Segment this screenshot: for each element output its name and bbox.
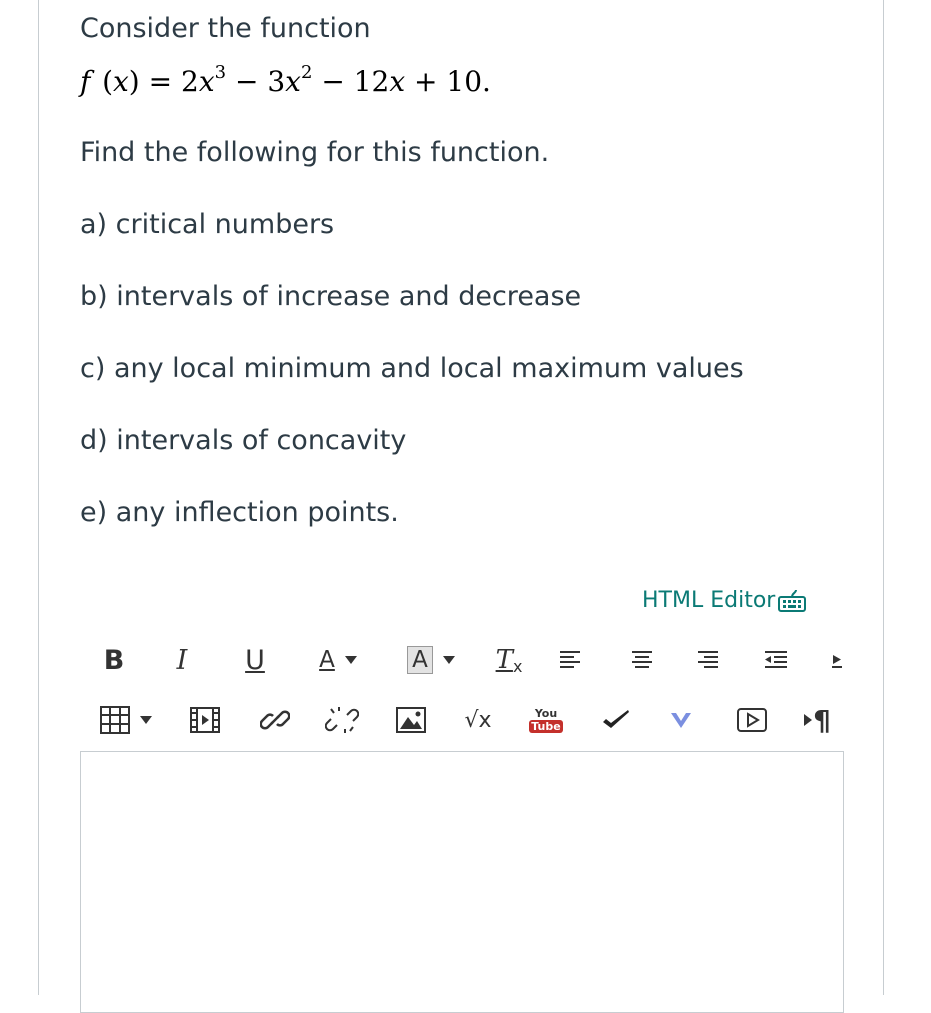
italic-button[interactable] [168,640,196,680]
formula-x: x [113,65,129,98]
bg-color-caret-icon [443,656,455,664]
bg-color-label: A [407,646,433,674]
formula-rhs-start: = 2 [148,65,199,98]
align-right-icon [697,649,719,671]
link-icon [260,705,290,735]
media-button[interactable] [188,700,222,740]
youtube-button[interactable] [528,700,564,740]
media-icon [190,707,220,733]
question-intro: Consider the function [80,13,371,44]
outdent-icon [764,649,788,671]
unlink-icon [325,705,359,735]
pilcrow-label: ¶ [813,703,831,737]
align-left-icon [559,649,581,671]
html-editor-label: HTML Editor [642,588,776,613]
formula-minus1: − 3 [234,65,286,98]
math-equation-label: √x [464,707,492,733]
link-button[interactable] [258,700,292,740]
image-icon [396,707,426,733]
align-right-button[interactable] [694,640,722,680]
bold-label: B [103,644,125,676]
text-color-caret-icon [345,656,357,664]
question-part-a: a) critical numbers [80,209,335,240]
formula-exp3: 3 [214,62,227,83]
arrow-right-icon [803,711,813,729]
editor-toolbar-row-1 [80,640,860,680]
paragraph-direction-button[interactable] [800,700,834,740]
math-equation-button[interactable] [460,700,496,740]
question-prompt: Find the following for this function. [80,137,550,168]
formula-paren-close: ) [128,65,140,98]
frame-left-border [38,0,39,995]
underline-button[interactable] [240,640,270,680]
more-toolbar-icon [831,649,843,671]
equella-button[interactable] [598,700,634,740]
underline-label: U [245,644,265,676]
image-button[interactable] [394,700,428,740]
clear-formatting-sub: x [512,656,523,676]
bold-button[interactable] [100,640,128,680]
keyboard-icon [777,589,807,613]
checkmark-tool-icon [601,708,631,732]
editor-toolbar-row-2 [80,700,860,740]
formula-minus2: − 12 [321,65,390,98]
formula-x4: x [389,65,406,98]
formula-f: f [80,65,91,98]
question-part-e: e) any inflection points. [80,497,399,528]
align-center-button[interactable] [628,640,656,680]
youtube-label-top: You [534,706,558,720]
formula-exp2: 2 [300,62,313,83]
formula-end: + 10. [414,65,491,98]
clear-formatting-label: T [495,645,513,675]
embed-media-button[interactable] [734,700,770,740]
formula-x3: x [285,65,301,98]
text-color-label: A [319,647,335,673]
play-box-icon [737,708,767,732]
frame-right-border [883,0,884,995]
bg-color-button[interactable] [394,640,468,680]
formula-paren-open: ( [99,65,113,98]
align-left-button[interactable] [556,640,584,680]
question-part-c: c) any local minimum and local maximum values [80,353,744,384]
question-part-b: b) intervals of increase and decrease [80,281,582,312]
answer-text-area[interactable] [80,751,844,1013]
formula-x2: x [198,65,215,98]
function-formula [80,62,491,98]
vimeo-button[interactable] [666,700,696,740]
outdent-button[interactable] [762,640,790,680]
youtube-label-bottom: Tube [531,719,561,733]
more-toolbar-button[interactable] [828,640,846,680]
italic-label: I [176,644,188,676]
table-caret-icon [140,716,152,724]
text-color-button[interactable] [302,640,374,680]
question-part-d: d) intervals of concavity [80,425,407,456]
table-icon [100,706,130,734]
align-center-icon [631,649,653,671]
html-editor-link[interactable] [642,588,807,613]
unlink-button[interactable] [324,700,360,740]
clear-formatting-button[interactable] [492,640,526,680]
table-button[interactable] [96,700,156,740]
chevron-v-icon [670,710,692,730]
